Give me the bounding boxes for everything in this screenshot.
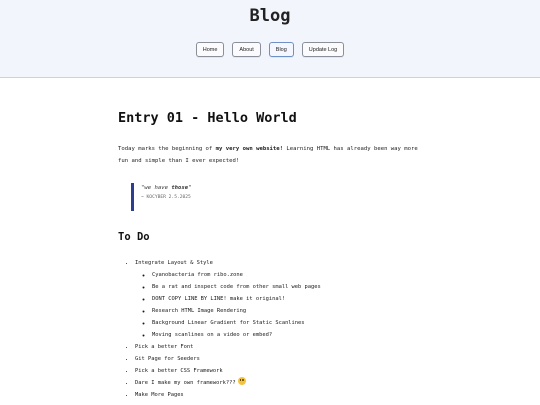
site-title: Blog — [249, 6, 291, 26]
list-item: ◦ Moving scanlines on a video or embed? — [152, 329, 428, 341]
main-content — [118, 108, 428, 401]
entry-intro — [118, 143, 428, 167]
intro-text-start: Today marks the beginning of — [118, 146, 216, 152]
todo-item-label: Dare I make my own framework??? — [135, 380, 236, 386]
quote-text-bold: those — [171, 185, 189, 191]
todo-heading: To Do — [118, 231, 150, 243]
list-item: • Git Page for Seeders — [135, 353, 428, 365]
todo-item-label: Integrate Layout & Style — [135, 260, 213, 266]
list-item: • Pick a better CSS Framework — [135, 365, 428, 377]
site-header — [0, 0, 540, 78]
todo-list — [118, 257, 428, 401]
list-item: • Make More Pages — [135, 389, 428, 401]
list-item — [135, 377, 428, 389]
nav-about-button[interactable]: About — [232, 42, 260, 57]
intro-text-bold: my very own website! — [215, 146, 284, 152]
list-item: ◦ Background Linear Gradient for Static Scanlines — [152, 317, 428, 329]
quote-text — [141, 183, 428, 191]
quote-text-end: " — [188, 185, 192, 191]
list-item: ◦ Research HTML Image Rendering — [152, 305, 428, 317]
list-item: ◦ DONT COPY LINE BY LINE! make it original! — [152, 293, 428, 305]
blockquote — [131, 183, 428, 211]
intro-text-end: Learning HTML has already been way more fun and simple than I ever expected! — [118, 146, 418, 164]
list-item — [135, 257, 428, 341]
entry-title: Entry 01 - Hello World — [118, 110, 297, 126]
list-item: ◦ Cyanobacteria from ribo.zone — [152, 269, 428, 281]
todo-sublist — [135, 269, 428, 341]
quote-text-start: "we have — [141, 185, 172, 191]
list-item: • Pick a better Font — [135, 341, 428, 353]
nav-update-log-button[interactable]: Update Log — [302, 42, 344, 57]
grinning-emoji-icon — [238, 377, 246, 385]
nav-bar — [0, 42, 540, 57]
nav-blog-button[interactable]: Blog — [269, 42, 294, 57]
nav-home-button[interactable]: Home — [196, 42, 225, 57]
quote-citation: ~ KOCYBER 2.5.2025 — [141, 195, 191, 200]
list-item: ◦ Be a rat and inspect code from other small web pages — [152, 281, 428, 293]
